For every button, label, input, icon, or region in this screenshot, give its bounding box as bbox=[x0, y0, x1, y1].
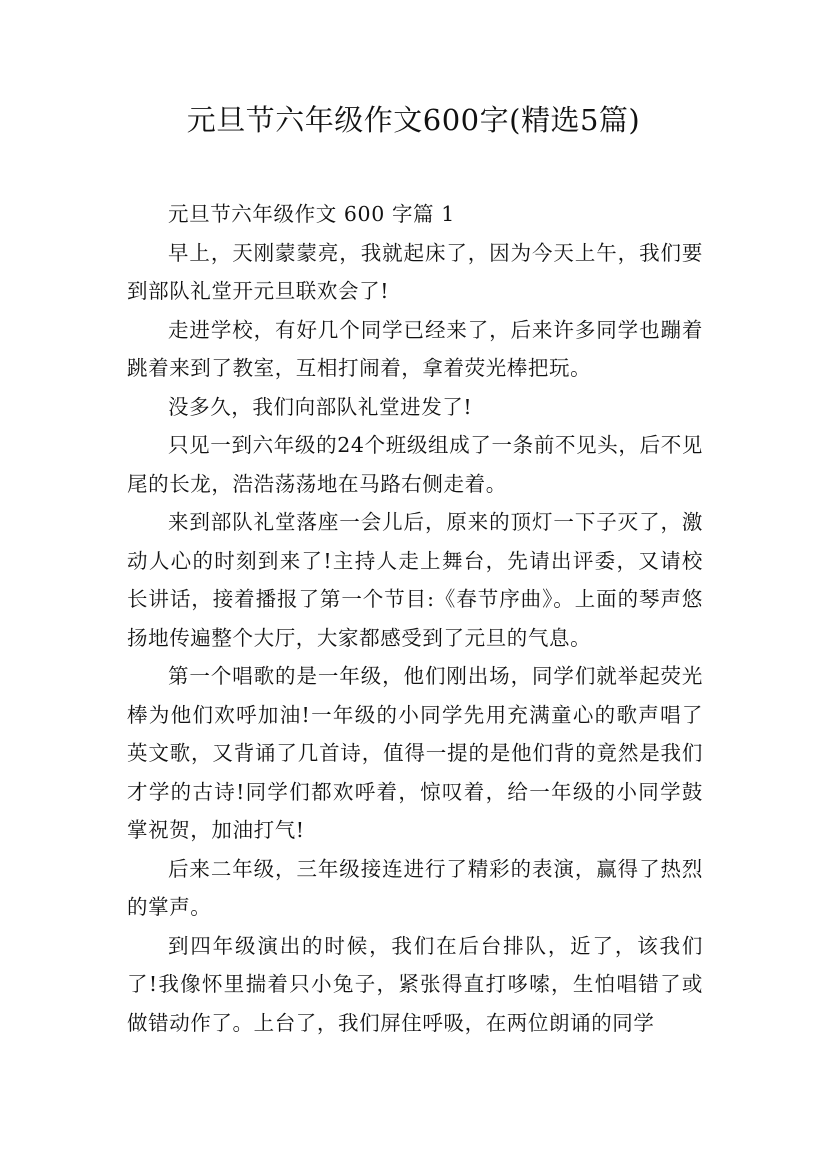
paragraph: 早上，天刚蒙蒙亮，我就起床了，因为今天上午，我们要到部队礼堂开元旦联欢会了! bbox=[127, 240, 703, 303]
paragraph: 没多久，我们向部队礼堂进发了! bbox=[168, 394, 473, 419]
paragraph: 只见一到六年级的24个班级组成了一条前不见头，后不见尾的长龙，浩浩荡荡地在马路右侧走着。 bbox=[127, 433, 703, 496]
paragraph: 走进学校，有好几个同学已经来了，后来许多同学也蹦着跳着来到了教室，互相打闹着，拿着荧光棒把玩。 bbox=[127, 317, 703, 380]
paragraph: 后来二年级，三年级接连进行了精彩的表演，赢得了热烈的掌声。 bbox=[127, 856, 703, 919]
document-body bbox=[127, 195, 703, 1042]
document-title: 元旦节六年级作文600字(精选5篇) bbox=[186, 103, 641, 137]
section-heading: 元旦节六年级作文 600 字篇 1 bbox=[168, 202, 455, 226]
paragraph: 到四年级演出的时候，我们在后台排队，近了，该我们了!我像怀里揣着只小兔子，紧张得直打哆嗦，生怕唱错了或做错动作了。上台了，我们屏住呼吸，在两位朗诵的同学 bbox=[127, 933, 703, 1035]
paragraph: 第一个唱歌的是一年级，他们刚出场，同学们就举起荧光棒为他们欢呼加油!一年级的小同学先用充满童心的歌声唱了英文歌，又背诵了几首诗，值得一提的是他们背的竟然是我们才学的古诗!同学们都欢呼着，惊叹着，给一年级的小同学鼓掌祝贺，加油打气! bbox=[127, 664, 703, 842]
paragraph: 来到部队礼堂落座一会儿后，原来的顶灯一下子灭了，激动人心的时刻到来了!主持人走上舞台，先请出评委，又请校长讲话，接着播报了第一个节目:《春节序曲》。上面的琴声悠扬地传遍整个大厅，大家都感受到了元旦的气息。 bbox=[127, 510, 703, 650]
